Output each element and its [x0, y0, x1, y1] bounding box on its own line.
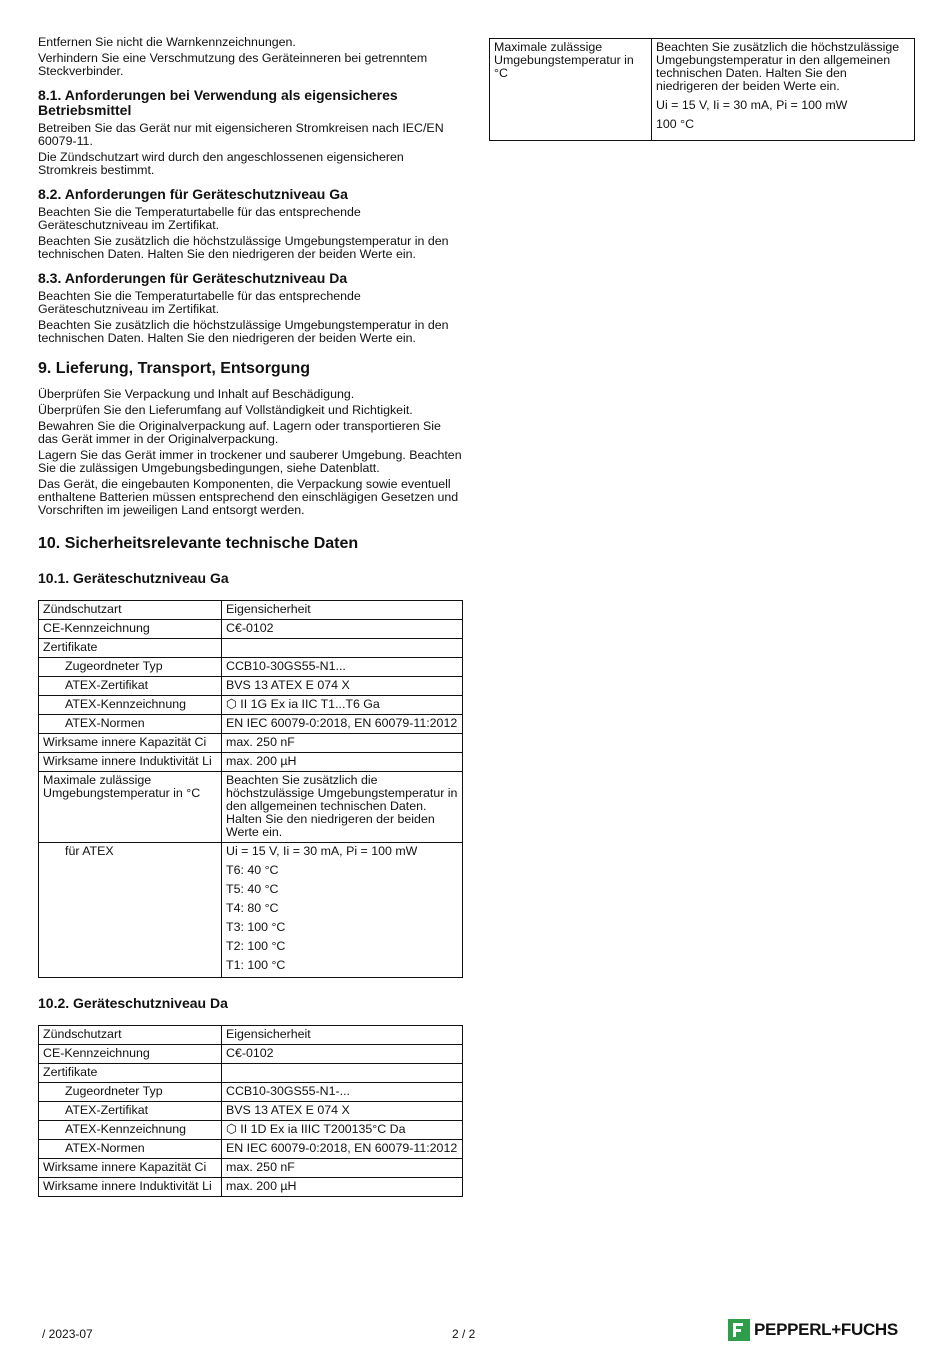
temp-value: Ui = 15 V, Ii = 30 mA, Pi = 100 mW [226, 844, 418, 858]
temp-value: T6: 40 °C [226, 863, 279, 877]
section-8-3-heading: 8.3. Anforderungen für Geräteschutzniveau Da [38, 270, 348, 286]
table-cell: BVS 13 ATEX E 074 X [222, 1102, 463, 1121]
section-8-2-heading: 8.2. Anforderungen für Geräteschutzniveau Ga [38, 186, 348, 202]
table-row [39, 601, 463, 620]
table-cell: Zertifikate [39, 1064, 222, 1083]
table-cell: C€-0102 [222, 1045, 463, 1064]
table-cell: Wirksame innere Induktivität Li [39, 1178, 222, 1197]
table-cell: EN IEC 60079-0:2018, EN 60079-11:2012 [222, 715, 463, 734]
table-cell: CE-Kennzeichnung [39, 620, 222, 639]
temp-value: T4: 80 °C [226, 901, 279, 915]
table-cell: Eigensicherheit [222, 1026, 463, 1045]
da-temperature-table [489, 38, 915, 141]
ex-mark-icon: ⬡ [226, 1122, 241, 1136]
table-row [490, 39, 915, 141]
table-row [39, 1045, 463, 1064]
temp-value: T5: 40 °C [226, 882, 279, 896]
table-cell: Wirksame innere Induktivität Li [39, 753, 222, 772]
table-cell: ATEX-Normen [39, 1140, 222, 1159]
paragraph: Das Gerät, die eingebauten Komponenten, die Verpackung sowie eventuell enthaltene Batterien müssen entsprechend den einschlägigen Gesetzen und Vorschriften im jeweiligen Land entsorgt werden. [38, 477, 459, 517]
table-row [39, 1064, 463, 1083]
table-cell: max. 200 µH [222, 1178, 463, 1197]
table-cell: Zugeordneter Typ [39, 658, 222, 677]
ga-data-table [38, 600, 463, 978]
paragraph: Überprüfen Sie Verpackung und Inhalt auf Beschädigung. [38, 387, 355, 401]
table-cell: Zündschutzart [39, 1026, 222, 1045]
table-row [39, 696, 463, 715]
table-cell: ATEX-Kennzeichnung [39, 1121, 222, 1140]
table-row [39, 734, 463, 753]
paragraph: Überprüfen Sie den Lieferumfang auf Vollständigkeit und Richtigkeit. [38, 403, 413, 417]
table-cell: max. 250 nF [222, 1159, 463, 1178]
temp-value: T2: 100 °C [226, 939, 286, 953]
table-cell: max. 200 µH [222, 753, 463, 772]
table-cell: für ATEX [39, 843, 222, 978]
table-cell: Eigensicherheit [222, 601, 463, 620]
table-cell: max. 250 nF [222, 734, 463, 753]
cell-text: II 1D Ex ia IIIC T200135°C Da [240, 1122, 406, 1136]
table-row [39, 772, 463, 843]
section-10-2-heading: 10.2. Geräteschutzniveau Da [38, 995, 228, 1011]
right-column [489, 38, 915, 141]
table-row [39, 639, 463, 658]
paragraph: Beachten Sie zusätzlich die höchstzulässige Umgebungstemperatur in den technischen Daten. Halten Sie den niedrigeren der beiden Werte ein. [38, 234, 449, 261]
temp-note: Beachten Sie zusätzlich die höchstzulässige Umgebungstemperatur in den allgemeinen technischen Daten. Halten Sie den niedrigeren der beiden Werte ein. [656, 40, 900, 93]
table-row [39, 1121, 463, 1140]
paragraph: Beachten Sie die Temperaturtabelle für das entsprechende Geräteschutzniveau im Zertifikat. [38, 289, 361, 316]
temp-value: Ui = 15 V, Ii = 30 mA, Pi = 100 mW [656, 98, 848, 112]
table-cell: Wirksame innere Kapazität Ci [39, 734, 222, 753]
table-cell [222, 843, 463, 978]
table-cell [222, 1121, 463, 1140]
table-row [39, 1026, 463, 1045]
table-cell: Maximale zulässige Umgebungstemperatur in °C [39, 772, 222, 843]
table-cell [222, 696, 463, 715]
footer-date: / 2023-07 [42, 1327, 93, 1341]
temp-value: T1: 100 °C [226, 958, 286, 972]
paragraph: Bewahren Sie die Originalverpackung auf. Lagern oder transportieren Sie das Gerät immer in der Originalverpackung. [38, 419, 441, 446]
paragraph: Die Zündschutzart wird durch den angeschlossenen eigensicheren Stromkreis bestimmt. [38, 150, 404, 177]
da-data-table [38, 1025, 463, 1197]
table-cell [222, 639, 463, 658]
intro-paragraph: Entfernen Sie nicht die Warnkennzeichnungen. [38, 35, 296, 49]
paragraph: Beachten Sie zusätzlich die höchstzulässige Umgebungstemperatur in den technischen Daten. Halten Sie den niedrigeren der beiden Werte ein. [38, 318, 449, 345]
section-9-heading: 9. Lieferung, Transport, Entsorgung [38, 360, 311, 377]
table-cell: Zugeordneter Typ [39, 1083, 222, 1102]
table-cell: Beachten Sie zusätzlich die höchstzulässige Umgebungstemperatur in den allgemeinen technischen Daten. Halten Sie den niedrigeren der beiden Werte ein. [222, 772, 463, 843]
temp-value: 100 °C [656, 117, 695, 131]
table-row [39, 1083, 463, 1102]
intro-paragraph: Verhindern Sie eine Verschmutzung des Geräteinneren bei getrenntem Steckverbinder. [38, 51, 428, 78]
table-cell: CE-Kennzeichnung [39, 1045, 222, 1064]
temp-value: T3: 100 °C [226, 920, 286, 934]
table-cell: CCB10-30GS55-N1-... [222, 1083, 463, 1102]
table-cell: ATEX-Normen [39, 715, 222, 734]
cell-text: II 1G Ex ia IIC T1...T6 Ga [240, 697, 380, 711]
table-row [39, 620, 463, 639]
table-cell [222, 1064, 463, 1083]
page-number: 2 / 2 [452, 1327, 476, 1341]
table-cell: ATEX-Zertifikat [39, 677, 222, 696]
table-cell: ATEX-Kennzeichnung [39, 696, 222, 715]
ex-mark-icon: ⬡ [226, 697, 241, 711]
section-10-heading: 10. Sicherheitsrelevante technische Daten [38, 535, 359, 552]
table-row [39, 843, 463, 978]
table-cell [652, 39, 915, 141]
table-cell: Zertifikate [39, 639, 222, 658]
table-row [39, 658, 463, 677]
table-cell: CCB10-30GS55-N1... [222, 658, 463, 677]
table-row [39, 1140, 463, 1159]
table-row [39, 715, 463, 734]
table-cell: Zündschutzart [39, 601, 222, 620]
paragraph: Betreiben Sie das Gerät nur mit eigensicheren Stromkreisen nach IEC/EN 60079-11. [38, 121, 444, 148]
paragraph: Beachten Sie die Temperaturtabelle für das entsprechende Geräteschutzniveau im Zertifikat. [38, 205, 361, 232]
table-row [39, 1178, 463, 1197]
table-cell: Maximale zulässige Umgebungstemperatur in °C [490, 39, 652, 141]
table-row [39, 1102, 463, 1121]
table-cell: ATEX-Zertifikat [39, 1102, 222, 1121]
table-row [39, 1159, 463, 1178]
table-cell: Wirksame innere Kapazität Ci [39, 1159, 222, 1178]
section-8-1-heading: 8.1. Anforderungen bei Verwendung als eigensicheres Betriebsmittel [38, 87, 398, 118]
left-column [38, 36, 463, 1197]
table-row [39, 753, 463, 772]
table-row [39, 677, 463, 696]
table-cell: EN IEC 60079-0:2018, EN 60079-11:2012 [222, 1140, 463, 1159]
logo-mark-icon [728, 1319, 750, 1341]
company-logo [728, 1318, 898, 1342]
paragraph: Lagern Sie das Gerät immer in trockener und sauberer Umgebung. Beachten Sie die zulässigen Umgebungsbedingungen, siehe Datenblatt. [38, 448, 462, 475]
section-10-1-heading: 10.1. Geräteschutzniveau Ga [38, 570, 229, 586]
table-cell: C€-0102 [222, 620, 463, 639]
logo-text: PEPPERL+FUCHS [754, 1320, 898, 1339]
table-cell: BVS 13 ATEX E 074 X [222, 677, 463, 696]
